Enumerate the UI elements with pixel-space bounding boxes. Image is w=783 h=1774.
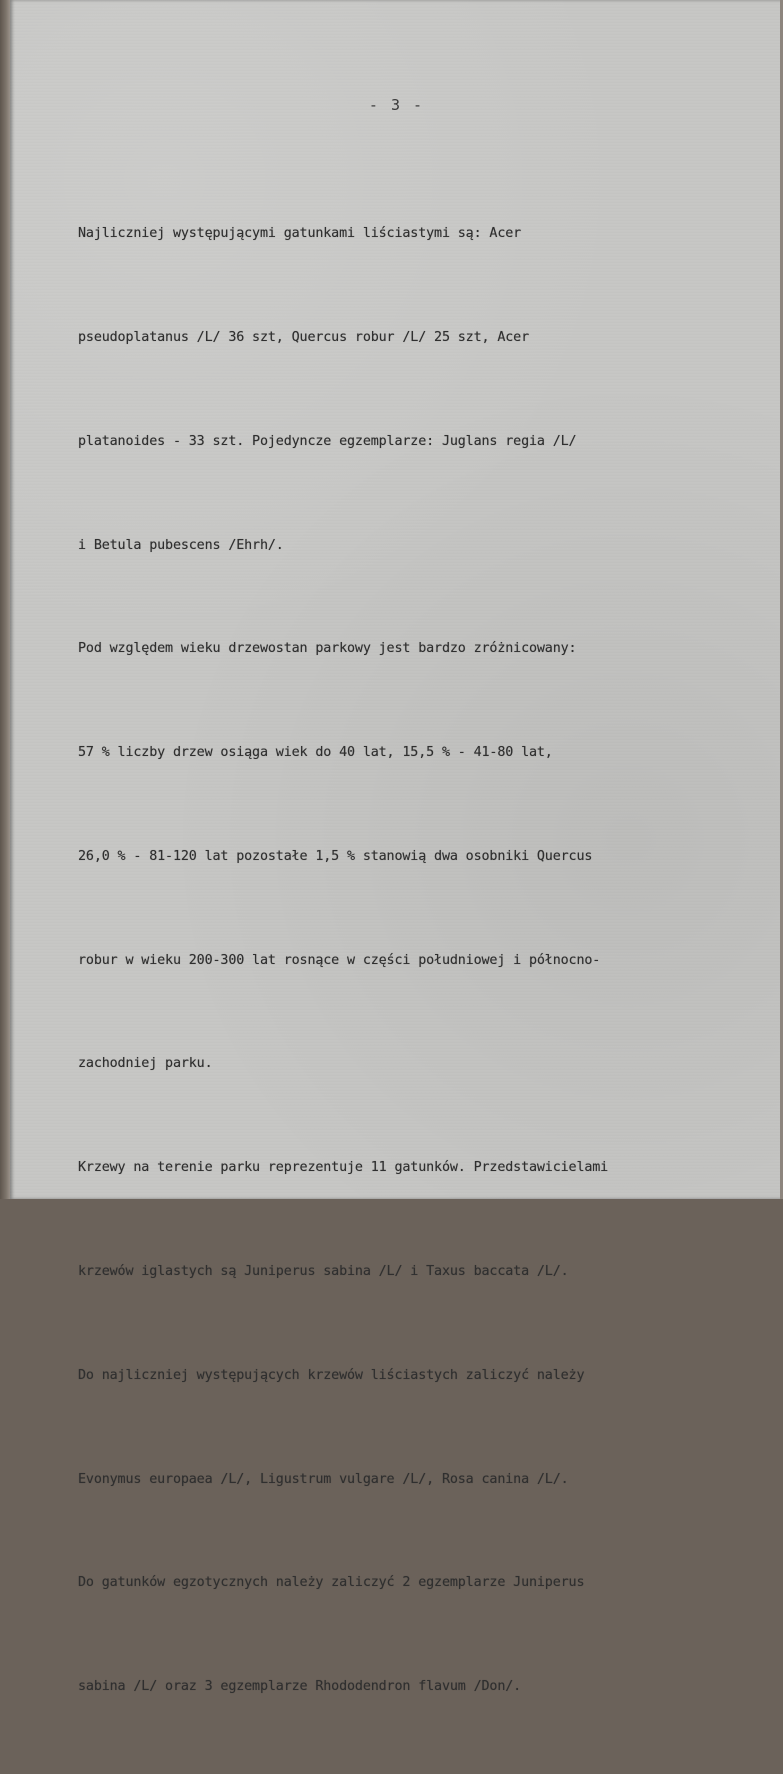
- body-text: [78, 148, 778, 1774]
- text-line: Evonymus europaea /L/, Ligustrum vulgare /L/, Rosa canina /L/.: [78, 1471, 569, 1487]
- text-line: 57 % liczby drzew osiąga wiek do 40 lat, 15,5 % - 41-80 lat,: [78, 745, 553, 761]
- text-line: zachodniej parku.: [78, 1056, 213, 1072]
- binding-edge: [0, 0, 10, 1199]
- text-line: 26,0 % - 81-120 lat pozostałe 1,5 % stanowią dwa osobniki Quercus: [78, 848, 593, 864]
- typewritten-page: [10, 0, 783, 1695]
- text-line: Krzewy na terenie parku reprezentuje 11 gatunków. Przedstawicielami: [78, 1160, 609, 1176]
- text-line: Pod względem wieku drzewostan parkowy jest bardzo zróżnicowany:: [78, 641, 577, 657]
- text-line: platanoides - 33 szt. Pojedyncze egzemplarze: Juglans regia /L/: [78, 433, 577, 449]
- text-line: Najliczniej występującymi gatunkami liściastymi są: Acer: [78, 226, 522, 242]
- text-line: krzewów iglastych są Juniperus sabina /L/ i Taxus baccata /L/.: [78, 1264, 569, 1279]
- page-number: - 3 -: [368, 96, 425, 114]
- text-line: Do najliczniej występujących krzewów liściastych zaliczyć należy: [78, 1367, 585, 1383]
- text-line: sabina /L/ oraz 3 egzemplarze Rhododendron flavum /Don/.: [78, 1679, 522, 1695]
- text-line: i Betula pubescens /Ehrh/.: [78, 537, 284, 553]
- text-line: Do gatunków egzotycznych należy zaliczyć 2 egzemplarze Juniperus: [78, 1575, 585, 1591]
- text-line: pseudoplatanus /L/ 36 szt, Quercus robur /L/ 25 szt, Acer: [78, 329, 529, 345]
- text-line: robur w wieku 200-300 lat rosnące w części południowej i północno-: [78, 952, 601, 968]
